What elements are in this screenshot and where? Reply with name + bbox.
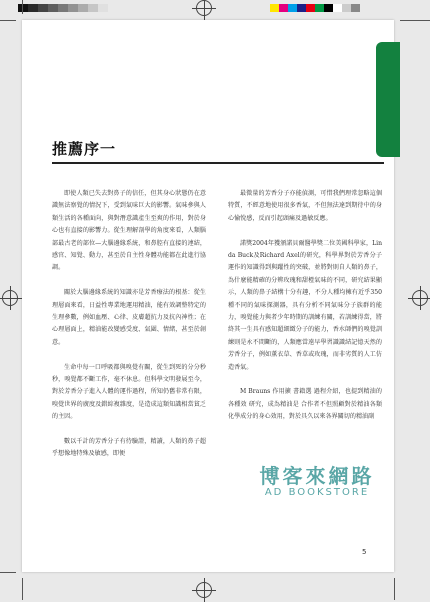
book-page	[22, 20, 394, 572]
page-number: 5	[362, 548, 367, 556]
color-swatch	[342, 4, 351, 12]
page-title: 推薦序一	[52, 140, 117, 158]
color-swatch	[333, 4, 342, 12]
gray-swatch	[48, 4, 58, 12]
color-swatch	[270, 4, 279, 12]
body-paragraph: 生命中每一口呼吸都與嗅覺有關，從生到死的分分秒秒，嗅覺都不斷工作，毫不休息。但科學文明發展至今，對於芳香分子進入人體的運作過程，所知仍舊非常有限，嗅覺世界的廣度及錯綜複雜度，是造成這類知識相當貧乏的主因。	[52, 363, 206, 421]
watermark-main: 博客來網路	[259, 464, 375, 488]
gray-swatch	[68, 4, 78, 12]
crop-mark	[0, 572, 16, 573]
title-divider	[52, 162, 384, 164]
body-paragraph: 諾獎2004年獲頒諾貝爾醫學獎二位美國科學家，Linda Buck及Richard Axel的研究，科學界對於芳香分子運作的知識得到與躍性的突破，並將對則自人類的鼻子，為什麼能精確的分辨玫瑰和甜橙氣味的不同，研究結果顯示，人類的鼻子結構十分有趣，不分人種均擁有近乎350種不同的氣味探測器，具有分析不同氣味分子族群的能力，嗅覺能力與者少年時期的訓練有關，若訓練得當，將終其一生具有感知超細緻分子的能力，香水師們的嗅覺訓練則是永不間斷的，人類應當遠早學習識識結記憶天然的芳香分子，例如薰衣草、香草或玫瑰，而非劣質的人工仿造香氣。	[228, 239, 382, 371]
body-paragraph: 數以千計的芳香分子有待驗證，精讀，人類的鼻子超乎想像地特殊及敏感，即便	[52, 438, 206, 458]
grayscale-calibration-bar	[18, 4, 108, 12]
gray-swatch	[98, 4, 108, 12]
crop-mark	[22, 578, 23, 600]
body-paragraph: M Brauns 作用擴 書籍選 過程介紹，也提到精油的各種效 研究，成為精油是 合作者不但照顧對於精油各類化學成分的身心效用，對於具久以來各界關切的精油副	[228, 388, 382, 421]
color-calibration-bar	[270, 4, 360, 12]
color-swatch	[324, 4, 333, 12]
color-swatch	[315, 4, 324, 12]
chapter-tab	[376, 42, 400, 157]
gray-swatch	[38, 4, 48, 12]
store-watermark	[242, 460, 392, 498]
text-column-right	[228, 188, 382, 436]
gray-swatch	[78, 4, 88, 12]
gray-swatch	[28, 4, 38, 12]
gray-swatch	[18, 4, 28, 12]
registration-mark-right	[412, 290, 428, 306]
color-swatch	[306, 4, 315, 12]
body-paragraph: 即使人類已失去對鼻子的信任，但其身心狀態仍在意識無法察覺的情況下，受到氣味巨大的影響。氣味參與人類生活的各種面向，與對潛意識產生至爽的作用，對於身心也有直接的影響力。從生理解剖學的角度來看，人類腦部最古老的部位—大腦邊緣系統，和鼻腔有直接的連結，感官、知覺、動力，甚至於自主性身體功能都在此進行協調。	[52, 190, 206, 272]
color-swatch	[288, 4, 297, 12]
gray-swatch	[88, 4, 98, 12]
body-paragraph: 最微量的芳香分子亦能偵測，可惜我們理常忽略這個特質，不經意地使用很多香氣，不但無法達到期待中的身心愉悅感，反而引起頭痛及過敏反應。	[228, 190, 382, 222]
crop-mark	[22, 0, 23, 14]
color-swatch	[297, 4, 306, 12]
color-swatch	[279, 4, 288, 12]
gray-swatch	[58, 4, 68, 12]
color-swatch	[351, 4, 360, 12]
crop-mark	[400, 20, 430, 21]
text-column-left	[52, 188, 206, 473]
registration-mark-left	[2, 290, 18, 306]
crop-mark	[394, 578, 395, 600]
registration-mark-bottom	[196, 582, 212, 598]
registration-mark-top	[196, 0, 212, 16]
crop-mark	[0, 20, 16, 21]
body-paragraph: 關於大腦邊緣系統的知識亦是芳香療法的根基：從生理層面來看，日益性專業地運用精油，能有效調整特定的生理參數，例如血壓、心律、皮膚超抗力及抗內神性；在心理層面上，精油能改變感受度、氣圍、情緒，甚至於創意。	[52, 289, 206, 346]
watermark-sub: AD BOOKSTORE	[264, 487, 370, 498]
